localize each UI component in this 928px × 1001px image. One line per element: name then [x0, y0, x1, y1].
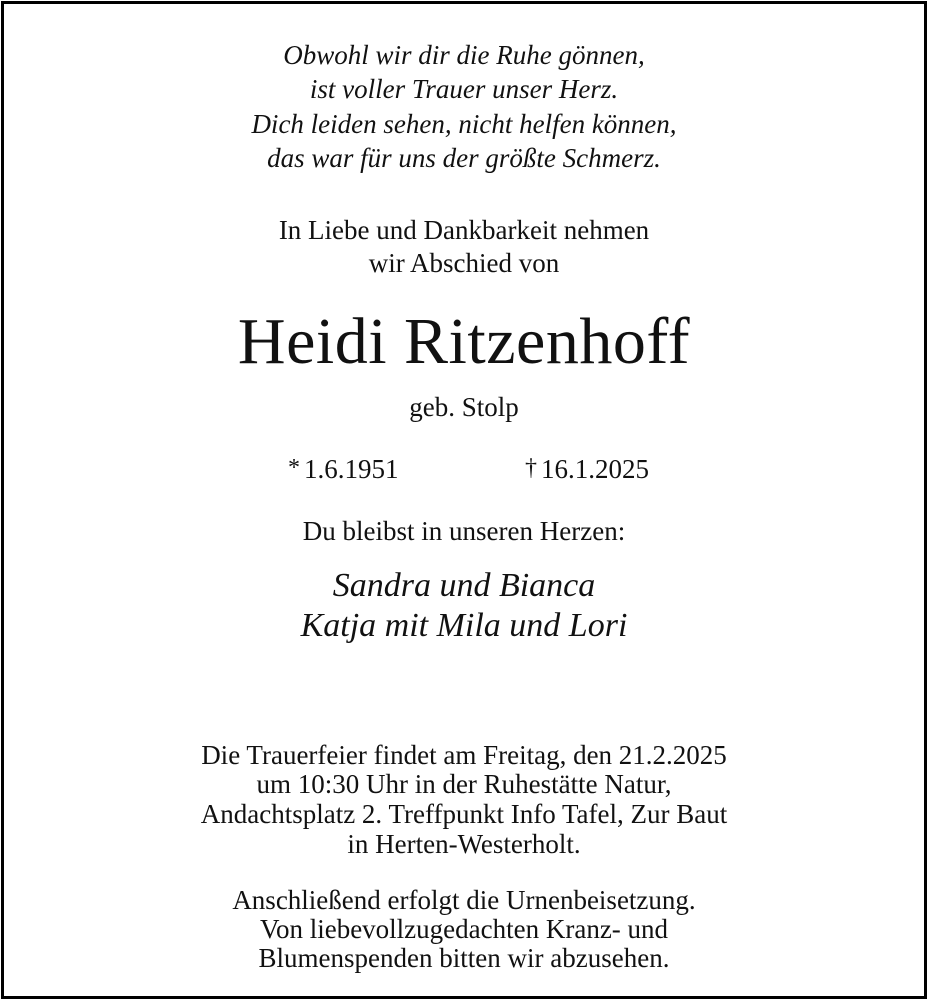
life-dates [4, 456, 924, 488]
closing-line: Von liebevollzugedachten Kranz- und [259, 914, 669, 944]
poem-line: das war für uns der größte Schmerz. [267, 143, 661, 173]
service-line: Andachtsplatz 2. Treffpunkt Info Tafel, Zur Baut [200, 799, 728, 829]
intro-line: wir Abschied von [368, 248, 560, 278]
service-line: Die Trauerfeier findet am Freitag, den 21.2.2025 [201, 740, 727, 770]
obituary-notice [1, 1, 927, 999]
dagger-icon: † [525, 455, 537, 481]
asterisk-icon: * [288, 455, 300, 481]
birth-date-value: 1.6.1951 [304, 454, 399, 484]
birth-date [288, 456, 399, 483]
mourner-line: Sandra und Bianca [332, 567, 596, 604]
poem-line: Dich leiden sehen, nicht helfen können, [251, 109, 677, 139]
death-date-value: 16.1.2025 [541, 454, 649, 484]
maiden-name: geb. Stolp [409, 392, 519, 422]
deceased-name: Heidi Ritzenhoff [237, 305, 691, 378]
closing-line: Anschließend erfolgt die Urnenbeisetzung. [232, 885, 696, 915]
poem-line: ist voller Trauer unser Herz. [309, 74, 619, 104]
intro-line: In Liebe und Dankbarkeit nehmen [278, 215, 650, 245]
mourners-heading: Du bleibst in unseren Herzen: [302, 516, 626, 546]
mourner-line: Katja mit Mila und Lori [300, 607, 628, 644]
death-date [525, 456, 649, 483]
service-line: in Herten-Westerholt. [347, 829, 581, 859]
closing-line: Blumenspenden bitten wir abzusehen. [258, 943, 670, 973]
poem-line: Obwohl wir dir die Ruhe gönnen, [283, 40, 645, 70]
service-line: um 10:30 Uhr in der Ruhestätte Natur, [256, 769, 672, 799]
